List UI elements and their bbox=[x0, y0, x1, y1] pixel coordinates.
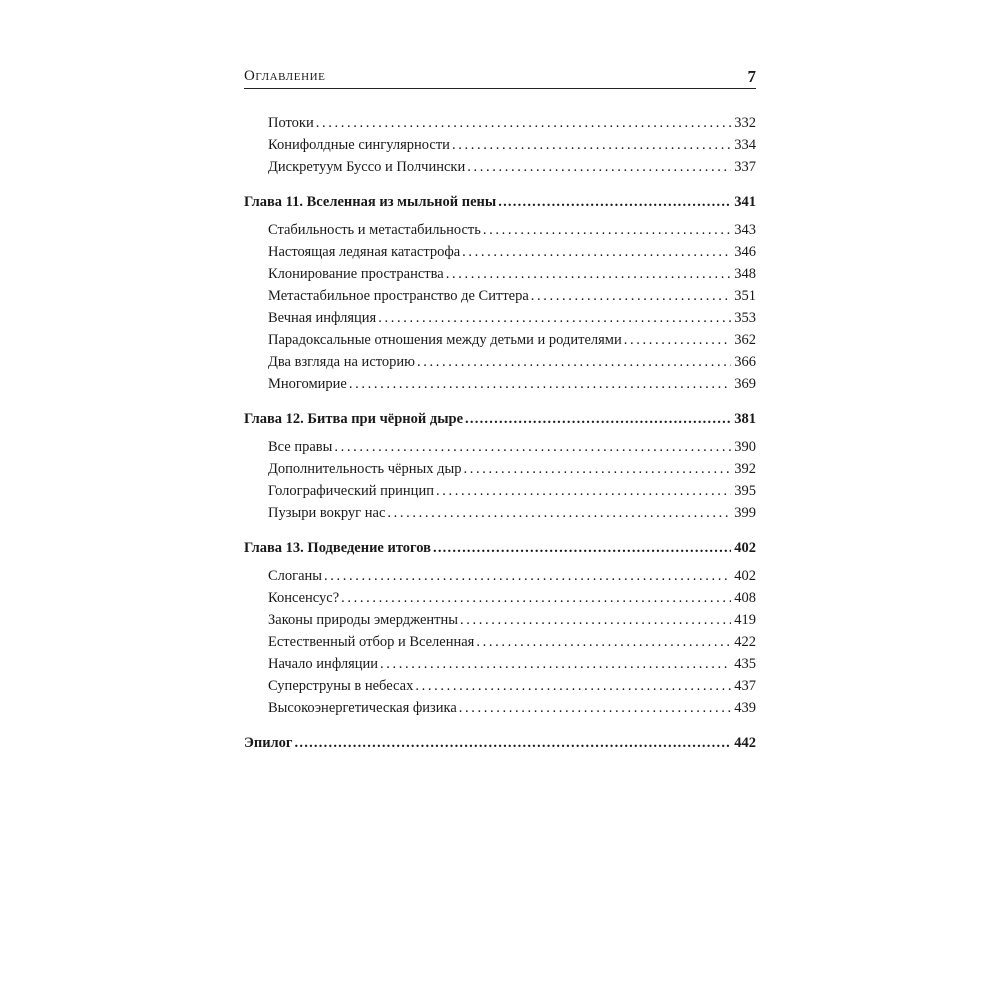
dot-leader bbox=[465, 408, 731, 430]
toc-entry-title: Метастабильное пространство де Ситтера bbox=[268, 288, 529, 304]
toc-entry-title: Голографический принцип bbox=[268, 483, 434, 499]
toc-section-entry bbox=[244, 631, 756, 653]
section-gap bbox=[244, 178, 756, 191]
dot-leader bbox=[476, 631, 731, 653]
toc-entry-title: Высокоэнергетическая физика bbox=[268, 700, 457, 716]
toc-section-entry bbox=[244, 112, 756, 134]
section-gap bbox=[244, 524, 756, 537]
dot-leader bbox=[324, 565, 731, 587]
dot-leader bbox=[462, 241, 731, 263]
toc-entry-title: Глава 12. Битва при чёрной дыре bbox=[244, 411, 464, 427]
toc-section-entry bbox=[244, 609, 756, 631]
toc-section-entry bbox=[244, 134, 756, 156]
dot-leader bbox=[415, 675, 731, 697]
toc-entry-title: Глава 11. Вселенная из мыльной пены bbox=[244, 194, 497, 210]
toc-section-entry bbox=[244, 675, 756, 697]
toc-section-entry bbox=[244, 351, 756, 373]
toc-chapter-entry bbox=[244, 191, 756, 213]
toc-section-entry bbox=[244, 480, 756, 502]
dot-leader bbox=[295, 732, 732, 754]
toc-entry-title: Естественный отбор и Вселенная bbox=[268, 634, 475, 650]
dot-leader bbox=[459, 697, 731, 719]
toc-entry-title: Пузыри вокруг нас bbox=[268, 505, 386, 521]
dot-leader bbox=[446, 263, 732, 285]
toc-section-entry bbox=[244, 219, 756, 241]
toc-entry-page: 362 bbox=[734, 332, 756, 348]
dot-leader bbox=[433, 537, 731, 559]
toc-entry-page: 408 bbox=[734, 590, 756, 606]
toc-entry-page: 351 bbox=[734, 288, 756, 304]
section-gap bbox=[244, 395, 756, 408]
toc-entry-title: Суперструны в небесах bbox=[268, 678, 414, 694]
toc-entry-page: 353 bbox=[734, 310, 756, 326]
dot-leader bbox=[467, 156, 731, 178]
toc-entry-title: Два взгляда на историю bbox=[268, 354, 415, 370]
toc-entry-page: 439 bbox=[734, 700, 756, 716]
toc-entry-page: 422 bbox=[734, 634, 756, 650]
running-header bbox=[244, 66, 756, 89]
dot-leader bbox=[380, 653, 731, 675]
dot-leader bbox=[483, 219, 731, 241]
toc-section-entry bbox=[244, 458, 756, 480]
toc-entry-page: 332 bbox=[734, 115, 756, 131]
dot-leader bbox=[378, 307, 731, 329]
dot-leader bbox=[498, 191, 731, 213]
toc-section-entry bbox=[244, 329, 756, 351]
toc-entry-page: 419 bbox=[734, 612, 756, 628]
toc-entry-page: 435 bbox=[734, 656, 756, 672]
toc-entry-title: Дискретуум Буссо и Полчински bbox=[268, 159, 466, 175]
toc-section-entry bbox=[244, 502, 756, 524]
dot-leader bbox=[436, 480, 731, 502]
dot-leader bbox=[316, 112, 732, 134]
toc-entry-page: 337 bbox=[734, 159, 756, 175]
toc-entry-page: 369 bbox=[734, 376, 756, 392]
toc-section-entry bbox=[244, 565, 756, 587]
toc-section-entry bbox=[244, 263, 756, 285]
toc-entry-page: 437 bbox=[734, 678, 756, 694]
dot-leader bbox=[387, 502, 731, 524]
toc-entry-title: Консенсус? bbox=[268, 590, 340, 606]
toc-entry-page: 390 bbox=[734, 439, 756, 455]
toc-section-entry bbox=[244, 653, 756, 675]
toc-entry-page: 399 bbox=[734, 505, 756, 521]
toc-entry-title: Потоки bbox=[268, 115, 314, 131]
toc-entry-title: Все правы bbox=[268, 439, 333, 455]
toc-entry-title: Законы природы эмерджентны bbox=[268, 612, 458, 628]
toc-entry-title: Слоганы bbox=[268, 568, 323, 584]
toc-entry-page: 346 bbox=[734, 244, 756, 260]
dot-leader bbox=[349, 373, 731, 395]
toc-entry-page: 402 bbox=[734, 540, 756, 556]
toc-entry-page: 381 bbox=[734, 411, 756, 427]
toc-entry-page: 395 bbox=[734, 483, 756, 499]
toc-entry-page: 343 bbox=[734, 222, 756, 238]
dot-leader bbox=[341, 587, 731, 609]
toc-entry-title: Многомирие bbox=[268, 376, 347, 392]
toc-entry-page: 348 bbox=[734, 266, 756, 282]
toc-section-entry bbox=[244, 156, 756, 178]
toc-entry-title: Настоящая ледяная катастрофа bbox=[268, 244, 461, 260]
dot-leader bbox=[417, 351, 731, 373]
toc-section-entry bbox=[244, 285, 756, 307]
toc-entry-title: Парадоксальные отношения между детьми и родителями bbox=[268, 332, 622, 348]
toc-chapter-entry bbox=[244, 408, 756, 430]
dot-leader bbox=[452, 134, 731, 156]
dot-leader bbox=[460, 609, 731, 631]
toc-entry-title: Начало инфляции bbox=[268, 656, 379, 672]
running-header-title: Оглавление bbox=[244, 68, 326, 84]
toc-entry-title: Стабильность и метастабильность bbox=[268, 222, 481, 238]
toc-entry-title: Дополнительность чёрных дыр bbox=[268, 461, 462, 477]
toc-section-entry bbox=[244, 373, 756, 395]
toc-section-entry bbox=[244, 241, 756, 263]
toc-entry-page: 442 bbox=[734, 735, 756, 751]
page-number: 7 bbox=[747, 67, 756, 86]
toc-entry-title: Конифолдные сингулярности bbox=[268, 137, 450, 153]
dot-leader bbox=[624, 329, 732, 351]
toc-section-entry bbox=[244, 697, 756, 719]
toc-entry-title: Клонирование пространства bbox=[268, 266, 444, 282]
section-gap bbox=[244, 719, 756, 732]
toc-chapter-entry bbox=[244, 732, 756, 754]
toc-section-entry bbox=[244, 436, 756, 458]
toc-entry-page: 341 bbox=[734, 194, 756, 210]
toc-chapter-entry bbox=[244, 537, 756, 559]
toc-entry-title: Глава 13. Подведение итогов bbox=[244, 540, 431, 556]
dot-leader bbox=[531, 285, 731, 307]
toc-entry-page: 392 bbox=[734, 461, 756, 477]
toc-entry-page: 366 bbox=[734, 354, 756, 370]
toc-section-entry bbox=[244, 307, 756, 329]
toc-entry-title: Вечная инфляция bbox=[268, 310, 377, 326]
dot-leader bbox=[334, 436, 731, 458]
dot-leader bbox=[463, 458, 731, 480]
toc-section-entry bbox=[244, 587, 756, 609]
toc-entry-page: 402 bbox=[734, 568, 756, 584]
table-of-contents bbox=[244, 112, 756, 754]
toc-entry-page: 334 bbox=[734, 137, 756, 153]
toc-entry-title: Эпилог bbox=[244, 735, 293, 751]
